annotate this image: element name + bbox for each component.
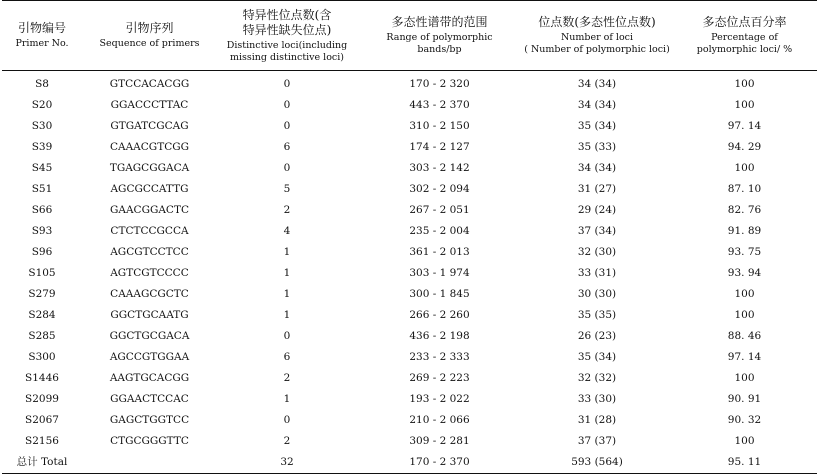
table-row	[2, 263, 817, 284]
cell-sequence: AAGTGCACGG	[109, 372, 190, 384]
header-percentage-en-1: Percentage of	[711, 32, 778, 43]
cell-distinctive-loci: 0	[283, 120, 291, 132]
cell-percentage: 91. 89	[727, 225, 762, 237]
total-loci: 593 (564)	[571, 456, 623, 468]
cell-sequence: CTCTCCGCCA	[110, 225, 189, 237]
table-row	[2, 179, 817, 200]
cell-sequence: CAAAGCGCTC	[110, 288, 189, 300]
header-distinctive-en-1: Distinctive loci(including	[226, 39, 348, 51]
cell-sequence: GAACGGACTC	[109, 204, 190, 216]
cell-range: 303 - 1 974	[409, 267, 470, 279]
cell-primer-no: S285	[28, 330, 56, 342]
cell-number-of-loci: 35 (35)	[577, 309, 617, 321]
cell-primer-no: S105	[28, 267, 56, 279]
cell-number-of-loci: 35 (34)	[577, 351, 617, 363]
cell-percentage: 82. 76	[727, 204, 762, 216]
header-loci-zh: 位点数(多态性位点数)	[538, 15, 656, 29]
cell-distinctive-loci: 0	[283, 162, 291, 174]
cell-range: 443 - 2 370	[409, 99, 470, 111]
cell-range: 210 - 2 066	[409, 414, 470, 426]
cell-primer-no: S8	[35, 78, 49, 90]
total-label: 总计 Total	[16, 456, 68, 468]
cell-distinctive-loci: 1	[283, 393, 291, 405]
header-loci-en-1: Number of loci	[560, 32, 634, 43]
cell-number-of-loci: 35 (34)	[577, 120, 617, 132]
cell-sequence: GAGCTGGTCC	[109, 414, 190, 426]
cell-percentage: 100	[734, 288, 755, 300]
cell-primer-no: S45	[31, 162, 53, 174]
table-row	[2, 326, 817, 347]
cell-number-of-loci: 37 (37)	[577, 435, 617, 447]
cell-number-of-loci: 30 (30)	[577, 288, 617, 300]
table-row	[2, 242, 817, 263]
cell-number-of-loci: 34 (34)	[577, 162, 617, 174]
cell-range: 266 - 2 260	[409, 309, 470, 321]
cell-distinctive-loci: 2	[283, 435, 291, 447]
cell-percentage: 97. 14	[727, 120, 762, 132]
cell-sequence: GTCCACACGG	[109, 78, 190, 90]
cell-percentage: 100	[734, 162, 755, 174]
total-row	[2, 452, 817, 474]
cell-primer-no: S2099	[25, 393, 59, 405]
cell-sequence: GGCTGCGACA	[109, 330, 190, 342]
cell-range: 267 - 2 051	[409, 204, 470, 216]
cell-range: 303 - 2 142	[409, 162, 470, 174]
cell-primer-no: S2156	[25, 435, 59, 447]
cell-primer-no: S20	[31, 99, 53, 111]
cell-sequence: AGCCGTGGAA	[109, 351, 190, 363]
table-body	[2, 71, 817, 474]
cell-number-of-loci: 37 (34)	[577, 225, 617, 237]
cell-distinctive-loci: 6	[283, 351, 291, 363]
cell-sequence: AGCGCCATTG	[110, 183, 189, 195]
cell-primer-no: S284	[28, 309, 56, 321]
cell-percentage: 100	[734, 99, 755, 111]
cell-distinctive-loci: 1	[283, 309, 291, 321]
cell-percentage: 100	[734, 435, 755, 447]
header-sequence	[82, 1, 217, 71]
header-primer-no-en: Primer No.	[15, 38, 69, 49]
cell-number-of-loci: 31 (28)	[577, 414, 617, 426]
cell-primer-no: S279	[28, 288, 56, 300]
cell-number-of-loci: 33 (30)	[577, 393, 617, 405]
header-distinctive-zh-2: 特异性缺失位点)	[242, 22, 332, 37]
cell-range: 361 - 2 013	[409, 246, 470, 258]
cell-primer-no: S300	[28, 351, 56, 363]
cell-primer-no: S1446	[25, 372, 59, 384]
cell-distinctive-loci: 0	[283, 414, 291, 426]
header-sequence-en: Sequence of primers	[99, 38, 200, 49]
table-row	[2, 200, 817, 221]
primer-table	[2, 0, 817, 474]
header-percentage	[672, 1, 817, 71]
table-row	[2, 71, 817, 96]
cell-sequence: GGCTGCAATG	[110, 309, 189, 321]
cell-range: 170 - 2 320	[409, 78, 470, 90]
cell-sequence: CTGCGGGTTC	[110, 435, 189, 447]
table-row	[2, 389, 817, 410]
table-row	[2, 347, 817, 368]
cell-percentage: 90. 32	[727, 414, 762, 426]
cell-percentage: 93. 94	[727, 267, 762, 279]
cell-sequence: AGTCGTCCCC	[110, 267, 189, 279]
header-distinctive-loci	[217, 1, 357, 71]
cell-distinctive-loci: 0	[283, 78, 291, 90]
cell-primer-no: S66	[31, 204, 53, 216]
total-percent: 95. 11	[727, 456, 762, 468]
cell-distinctive-loci: 2	[283, 204, 291, 216]
cell-distinctive-loci: 1	[283, 246, 291, 258]
cell-sequence: GTGATCGCAG	[110, 120, 189, 132]
cell-distinctive-loci: 1	[283, 288, 291, 300]
cell-range: 193 - 2 022	[409, 393, 470, 405]
header-range	[357, 1, 522, 71]
cell-range: 436 - 2 198	[409, 330, 470, 342]
table-row	[2, 410, 817, 431]
cell-percentage: 97. 14	[727, 351, 762, 363]
table-row	[2, 431, 817, 452]
table-row	[2, 95, 817, 116]
cell-range: 310 - 2 150	[409, 120, 470, 132]
cell-percentage: 100	[734, 372, 755, 384]
cell-number-of-loci: 35 (33)	[577, 141, 617, 153]
cell-distinctive-loci: 0	[283, 99, 291, 111]
header-number-of-loci	[522, 1, 672, 71]
header-range-en-2: bands/bp	[417, 44, 462, 55]
header-loci-en-2: ( Number of polymorphic loci)	[524, 44, 670, 55]
cell-sequence: CAAACGTCGG	[109, 141, 190, 153]
cell-primer-no: S30	[31, 120, 53, 132]
table-row	[2, 158, 817, 179]
table-row	[2, 137, 817, 158]
cell-percentage: 100	[734, 309, 755, 321]
cell-sequence: GGACCCTTAC	[110, 99, 189, 111]
cell-range: 233 - 2 333	[409, 351, 470, 363]
cell-range: 300 - 1 845	[409, 288, 470, 300]
cell-percentage: 94. 29	[727, 141, 762, 153]
cell-distinctive-loci: 6	[283, 141, 291, 153]
total-sequence	[82, 452, 217, 474]
cell-number-of-loci: 31 (27)	[577, 183, 617, 195]
cell-distinctive-loci: 5	[283, 183, 291, 195]
header-primer-no	[2, 1, 82, 71]
cell-distinctive-loci: 4	[283, 225, 291, 237]
table-row	[2, 116, 817, 137]
cell-number-of-loci: 29 (24)	[577, 204, 617, 216]
header-percentage-en-2: polymorphic loci/ %	[696, 44, 793, 55]
cell-percentage: 100	[734, 78, 755, 90]
cell-sequence: GGAACTCCAC	[110, 393, 189, 405]
cell-primer-no: S39	[31, 141, 53, 153]
cell-distinctive-loci: 2	[283, 372, 291, 384]
table-row	[2, 284, 817, 305]
cell-number-of-loci: 34 (34)	[577, 99, 617, 111]
cell-percentage: 88. 46	[727, 330, 762, 342]
cell-range: 269 - 2 223	[409, 372, 470, 384]
cell-distinctive-loci: 0	[283, 330, 291, 342]
cell-percentage: 93. 75	[727, 246, 762, 258]
cell-primer-no: S2067	[25, 414, 59, 426]
cell-range: 302 - 2 094	[409, 183, 470, 195]
cell-number-of-loci: 32 (32)	[577, 372, 617, 384]
header-distinctive-zh-1: 特异性位点数(含	[242, 7, 332, 22]
header-range-en-1: Range of polymorphic	[386, 32, 493, 43]
cell-number-of-loci: 34 (34)	[577, 78, 617, 90]
cell-primer-no: S96	[31, 246, 53, 258]
table-header	[2, 1, 817, 71]
header-distinctive-en-2: missing distinctive loci)	[229, 51, 345, 63]
header-range-zh: 多态性谱带的范围	[391, 15, 488, 29]
cell-sequence: AGCGTCCTCC	[110, 246, 189, 258]
total-distinct: 32	[280, 456, 294, 468]
cell-primer-no: S51	[31, 183, 53, 195]
table-row	[2, 368, 817, 389]
table-row	[2, 305, 817, 326]
cell-range: 309 - 2 281	[409, 435, 470, 447]
header-primer-no-zh: 引物编号	[17, 21, 66, 35]
table-row	[2, 221, 817, 242]
cell-number-of-loci: 33 (31)	[577, 267, 617, 279]
total-range: 170 - 2 370	[409, 456, 470, 468]
cell-distinctive-loci: 1	[283, 267, 291, 279]
cell-range: 235 - 2 004	[409, 225, 470, 237]
cell-range: 174 - 2 127	[409, 141, 470, 153]
cell-number-of-loci: 26 (23)	[577, 330, 617, 342]
header-sequence-zh: 引物序列	[125, 21, 174, 35]
cell-number-of-loci: 32 (30)	[577, 246, 617, 258]
header-percentage-zh: 多态位点百分率	[702, 15, 787, 29]
cell-percentage: 87. 10	[727, 183, 762, 195]
cell-primer-no: S93	[31, 225, 53, 237]
cell-percentage: 90. 91	[727, 393, 762, 405]
cell-sequence: TGAGCGGACA	[109, 162, 190, 174]
